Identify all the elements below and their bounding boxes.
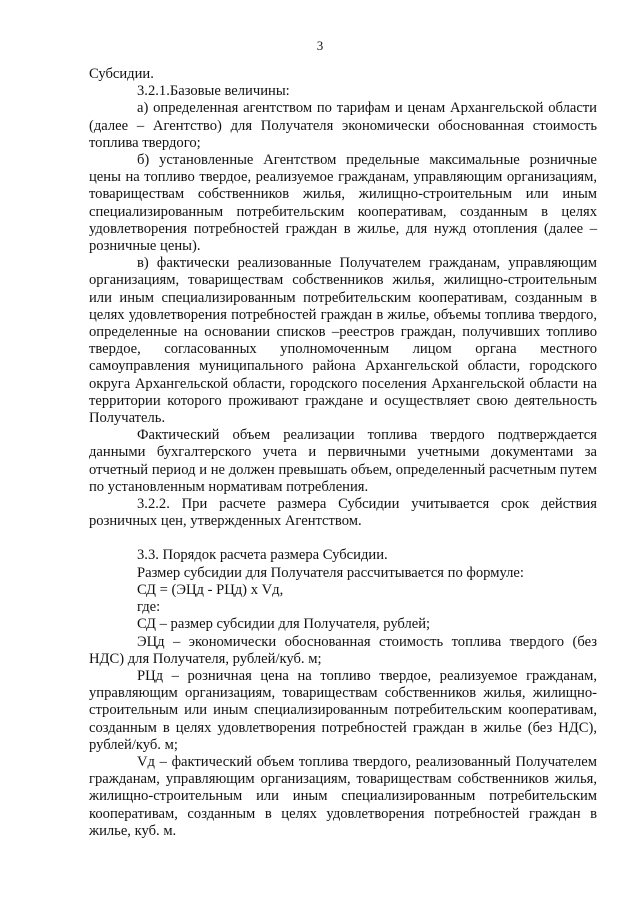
paragraph-def-vd: Vд – фактический объем топлива твердого, реализованный Получателем гражданам, управляющим организациям, товариществам собственников жилья, жилищно-строительным или иным специализированным потребительским кооперативам, созданным в целях удовлетворения потребностей граждан в жилье, куб. м. [89, 753, 597, 839]
paragraph-3-2-1-heading: 3.2.1.Базовые величины: [137, 83, 290, 100]
paragraph-where: где: [137, 599, 161, 616]
paragraph-actual-volume: Фактический объем реализации топлива твердого подтверждается данными бухгалтерского учета и первичными учетными документами за отчетный период и не должен превышать объем, определенный расчетным путем по установленным нормативам потребления. [89, 427, 597, 495]
paragraph-formula-intro: Размер субсидии для Получателя рассчитывается по формуле: [137, 564, 524, 581]
paragraph-def-rtsd: РЦд – розничная цена на топливо твердое, реализуемое гражданам, управляющим организациям, товариществам собственников жилья, жилищно-строительным или иным специализированным потребительским кооперативам, созданным в целях удовлетворения потребностей граждан в жилье (без НДС), рублей/куб. м; [89, 667, 597, 753]
paragraph-3-3-heading: 3.3. Порядок расчета размера Субсидии. [137, 547, 388, 564]
page-number: 3 [316, 38, 324, 53]
paragraph-item-b: б) установленные Агентством предельные максимальные розничные цены на топливо твердое, реализуемое гражданам, управляющим организациям, товариществам собственников жилья, жилищно-строительным или иным специализированным потребительским кооперативам, созданным в целях удовлетворения потребностей граждан в жилье, для нужд отопления (далее – розничные цены). [89, 152, 597, 255]
paragraph-formula: СД = (ЭЦд - РЦд) х Vд, [137, 581, 284, 598]
paragraph-3-2-2: 3.2.2. При расчете размера Субсидии учитывается срок действия розничных цен, утвержденных Агентством. [89, 496, 597, 530]
paragraph-item-v: в) фактически реализованные Получателем гражданам, управляющим организациям, товариществам собственников жилья, жилищно-строительным или иным специализированным потребительским кооперативам, созданным в целях удовлетворения потребностей граждан в жилье, объемы топлива твердого, определенные на основании списков –реестров граждан, получивших топливо твердое, согласованных уполномоченным лицом органа местного самоуправления муниципального района Архангельской области, городского округа Архангельской области, городского поселения Архангельской области на территории которого проживают граждане и осуществляет свою деятельность Получатель. [89, 255, 597, 427]
paragraph-item-a: а) определенная агентством по тарифам и ценам Архангельской области (далее – Агентство) для Получателя экономически обоснованная стоимость топлива твердого; [89, 100, 597, 151]
paragraph-def-sd: СД – размер субсидии для Получателя, рублей; [137, 616, 431, 633]
paragraph-subsidy-tail: Субсидии. [89, 66, 154, 82]
document-body [89, 66, 597, 840]
paragraph-def-etsd: ЭЦд – экономически обоснованная стоимость топлива твердого (без НДС) для Получателя, рублей/куб. м; [89, 633, 597, 667]
